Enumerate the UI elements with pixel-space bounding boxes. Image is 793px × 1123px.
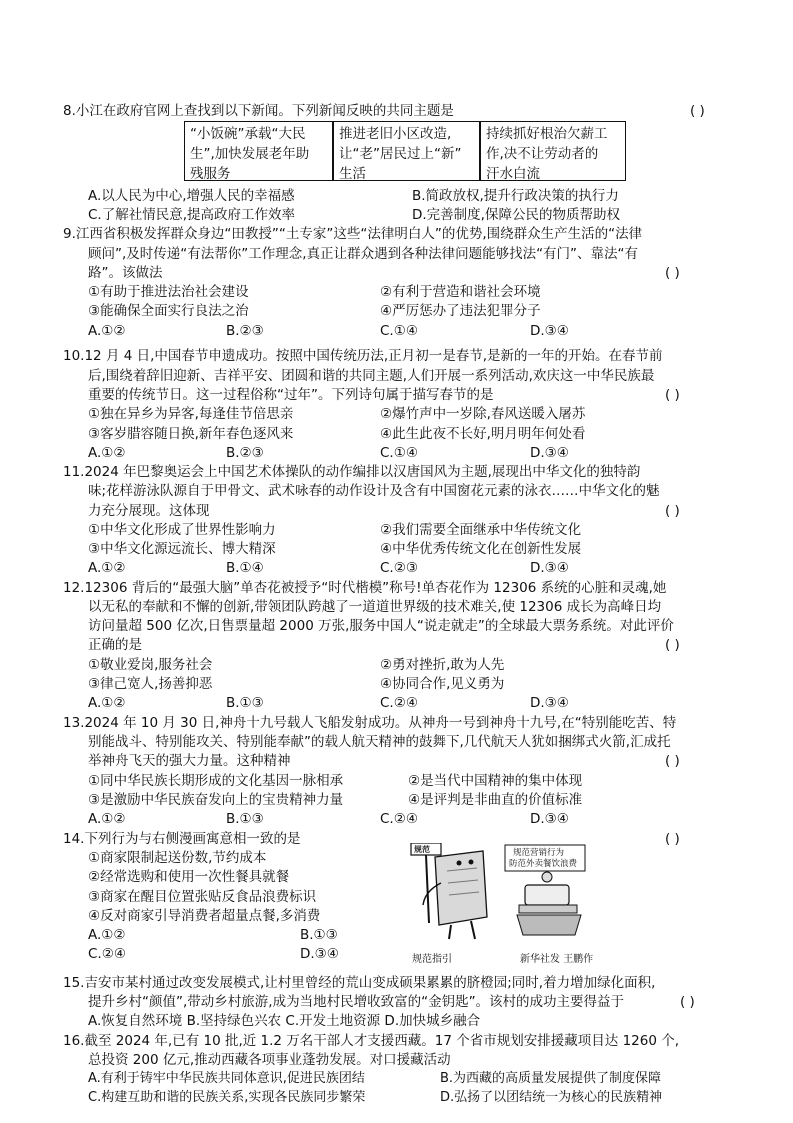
q12-choice-d: D.③④ — [530, 695, 569, 711]
news-line: 持续抓好根治欠薪工 — [486, 126, 608, 142]
q14-item-2: ②经常选购和使用一次性餐具就餐 — [88, 869, 290, 885]
q11-item-1: ①中华文化形成了世界性影响力 — [88, 522, 276, 538]
q9-item-3: ③能确保全面实行良法之治 — [88, 303, 249, 319]
cartoon-sign-text: 规范 — [414, 845, 430, 854]
q14-answer-paren: ( ) — [665, 831, 680, 847]
q14-cartoon — [405, 843, 593, 943]
q12-item-2: ②勇对挫折,敢为人先 — [380, 657, 505, 673]
q8-option-d: D.完善制度,保障公民的物质帮助权 — [412, 207, 620, 223]
q11-item-2: ②我们需要全面继承中华传统文化 — [380, 522, 582, 538]
q13-answer-paren: ( ) — [665, 753, 680, 769]
q9-choice-b: B.②③ — [226, 323, 264, 339]
q10-stem-line: 10.12 月 4 日,中国春节申遗成功。按照中国传统历法,正月初一是春节,是新的一年的开始。在春节前 — [63, 348, 663, 364]
q10-stem-line: 后,围绕着辞旧迎新、吉祥平安、团圆和谐的共同主题,人们开展一系列活动,欢庆这一中华民族最 — [88, 368, 655, 384]
q14-choice-a: A.①② — [88, 927, 126, 943]
q16-option-d: D.弘扬了以团结统一为核心的民族精神 — [440, 1090, 663, 1105]
q9-choice-c: C.①④ — [380, 323, 418, 339]
q16-option-c: C.构建互助和谐的民族关系,实现各民族同步繁荣 — [88, 1090, 366, 1105]
q11-choice-b: B.①④ — [226, 560, 264, 576]
q15-answer-paren: ( ) — [680, 994, 695, 1010]
q16-stem-line: 16.截至 2024 年,已有 10 批,近 1.2 万名干部人才支援西藏。17 个省市规划安排援藏项目达 1260 个, — [63, 1033, 680, 1049]
q9-item-2: ②有利于营造和谐社会环境 — [380, 284, 541, 300]
cartoon-caption-right: 新华社发 王鹏作 — [520, 954, 594, 965]
q10-answer-paren: ( ) — [665, 387, 680, 403]
q10-item-1: ①独在异乡为异客,每逢佳节倍思亲 — [88, 406, 294, 422]
q8-news-box-1 — [184, 121, 333, 181]
q11-choice-d: D.③④ — [530, 560, 569, 576]
q13-choice-c: C.②④ — [380, 811, 418, 827]
q13-stem-line: 别能战斗、特别能攻关、特别能奉献”的载人航天精神的鼓舞下,几代航天人犹如捆绑式火箭,汇成托 — [88, 734, 671, 750]
q9-item-4: ④严厉惩办了违法犯罪分子 — [380, 303, 541, 319]
q9-choice-d: D.③④ — [530, 323, 569, 339]
news-line: 汗水白流 — [486, 166, 540, 182]
q14-item-4: ④反对商家引导消费者超量点餐,多消费 — [88, 908, 321, 924]
q8-answer-paren: ( ) — [690, 103, 705, 119]
q12-stem-line: 12.12306 背后的“最强大脑”单杏花被授予“时代楷模”称号!单杏花作为 12306 系统的心脏和灵魂,她 — [63, 580, 667, 596]
q15-options-line: A.恢复自然环境 B.坚持绿色兴农 C.开发土地资源 D.加快城乡融合 — [88, 1013, 481, 1029]
q12-choice-c: C.②④ — [380, 695, 418, 711]
news-line: 让“老”居民过上“新” — [339, 146, 462, 162]
q13-stem-line: 举神舟飞天的强大力量。这种精神 — [88, 753, 291, 769]
q8-news-box-3 — [480, 121, 626, 181]
q14-stem: 14.下列行为与右侧漫画寓意相一致的是 — [63, 831, 301, 847]
q13-stem-line: 13.2024 年 10 月 30 日,神舟十九号载人飞船发射成功。从神舟一号到神舟十九号,在“特别能吃苦、特 — [63, 715, 677, 731]
q11-item-4: ④中华优秀传统文化在创新性发展 — [380, 541, 582, 557]
q10-choice-a: A.①② — [88, 445, 126, 461]
q8-stem: 8.小江在政府官网上查找到以下新闻。下列新闻反映的共同主题是 — [63, 103, 454, 119]
q9-stem-line: 顾问”,及时传递“有法帮你”工作理念,真正让群众遇到各种法律问题能够找法“有门”、靠法“有 — [88, 246, 639, 262]
q13-choice-b: B.①③ — [226, 811, 264, 827]
q8-news-box-2 — [333, 121, 480, 181]
q13-item-2: ②是当代中国精神的集中体现 — [408, 773, 583, 789]
q9-stem-line: 路”。该做法 — [88, 265, 163, 281]
q15-stem-line: 15.吉安市某村通过改变发展模式,让村里曾经的荒山变成硕果累累的脐橙园;同时,着力增加绿化面积, — [63, 975, 656, 991]
q13-choice-a: A.①② — [88, 811, 126, 827]
q12-stem-line: 以无私的奉献和不懈的创新,带领团队跨越了一道道世界级的技术难关,使 12306 成长为高峰日均 — [88, 599, 662, 615]
q13-choice-d: D.③④ — [530, 811, 569, 827]
q13-item-4: ④是评判是非曲直的价值标准 — [408, 792, 583, 808]
q11-stem-line: 力充分展现。这体现 — [88, 503, 210, 519]
q12-item-1: ①敬业爱岗,服务社会 — [88, 657, 213, 673]
q13-item-1: ①同中华民族长期形成的文化基因一脉相承 — [88, 773, 344, 789]
q8-option-a: A.以人民为中心,增强人民的幸福感 — [88, 188, 295, 204]
q9-stem-line: 9.江西省积极发挥群众身边“田教授”“土专家”这些“法律明白人”的优势,围绕群众生产生活的“法律 — [63, 226, 643, 242]
q8-option-c: C.了解社情民意,提高政府工作效率 — [88, 207, 296, 223]
news-line: 残服务 — [190, 166, 231, 182]
q10-item-3: ③客岁腊容随日换,新年春色逐风来 — [88, 426, 294, 442]
cartoon-note-line: 防范外卖餐饮浪费 — [509, 859, 578, 869]
q12-choice-a: A.①② — [88, 695, 126, 711]
q12-stem-line: 正确的是 — [88, 637, 142, 653]
q14-choice-b: B.①③ — [300, 927, 338, 943]
q14-item-1: ①商家限制起送份数,节约成本 — [88, 850, 267, 866]
q10-stem-line: 重要的传统节日。这一过程俗称“过年”。下列诗句属于描写春节的是 — [88, 387, 494, 403]
q15-stem-line: 提升乡村“颜值”,带动乡村旅游,成为当地村民增收致富的“金钥匙”。该村的成功主要得益于 — [88, 994, 625, 1010]
q10-choice-c: C.①④ — [380, 445, 418, 461]
q11-choice-a: A.①② — [88, 560, 126, 576]
q13-item-3: ③是激励中华民族奋发向上的宝贵精神力量 — [88, 792, 344, 808]
q16-option-a: A.有利于铸牢中华民族共同体意识,促进民族团结 — [88, 1071, 365, 1086]
q11-stem-line: 味;花样游泳队源自于甲骨文、武术咏春的动作设计及含有中国窗花元素的泳衣……中华文化的魅 — [88, 483, 660, 499]
q10-choice-b: B.②③ — [226, 445, 264, 461]
q12-item-4: ④协同合作,见义勇为 — [380, 676, 505, 692]
q12-choice-b: B.①③ — [226, 695, 264, 711]
q9-choice-a: A.①② — [88, 323, 126, 339]
q11-choice-c: C.②③ — [380, 560, 418, 576]
q14-choice-d: D.③④ — [300, 946, 339, 962]
q11-stem-line: 11.2024 年巴黎奥运会上中国艺术体操队的动作编排以汉唐国风为主题,展现出中华文化的独特韵 — [63, 464, 641, 480]
q9-item-1: ①有助于推进法治社会建设 — [88, 284, 249, 300]
news-line: 生”,加快发展老年助 — [190, 146, 310, 162]
cartoon-caption-left: 规范指引 — [412, 954, 452, 965]
news-line: “小饭碗”承载“大民 — [190, 126, 306, 142]
q11-item-3: ③中华文化源远流长、博大精深 — [88, 541, 276, 557]
q10-item-4: ④此生此夜不长好,明月明年何处看 — [380, 426, 586, 442]
q11-answer-paren: ( ) — [665, 503, 680, 519]
news-line: 推进老旧小区改造, — [339, 126, 452, 142]
q10-choice-d: D.③④ — [530, 445, 569, 461]
q8-option-b: B.简政放权,提升行政决策的执行力 — [412, 188, 619, 204]
cartoon-note-line: 规范营销行为 — [513, 848, 565, 858]
q9-answer-paren: ( ) — [665, 265, 680, 281]
news-line: 生活 — [339, 166, 366, 182]
news-line: 作,决不让劳动者的 — [486, 146, 599, 162]
q12-answer-paren: ( ) — [665, 637, 680, 653]
q12-stem-line: 访问量超 500 亿次,日售票量超 2000 万张,服务中国人“说走就走”的全球最大票务系统。对此评价 — [88, 618, 674, 634]
q16-stem-line: 总投资 200 亿元,推动西藏各项事业蓬勃发展。对口援藏活动 — [88, 1052, 451, 1068]
q14-item-3: ③商家在醒目位置张贴反食品浪费标识 — [88, 889, 317, 905]
q14-choice-c: C.②④ — [88, 946, 126, 962]
q16-option-b: B.为西藏的高质量发展提供了制度保障 — [440, 1071, 662, 1086]
q12-item-3: ③律己宽人,扬善抑恶 — [88, 676, 213, 692]
q10-item-2: ②爆竹声中一岁除,春风送暖入屠苏 — [380, 406, 586, 422]
